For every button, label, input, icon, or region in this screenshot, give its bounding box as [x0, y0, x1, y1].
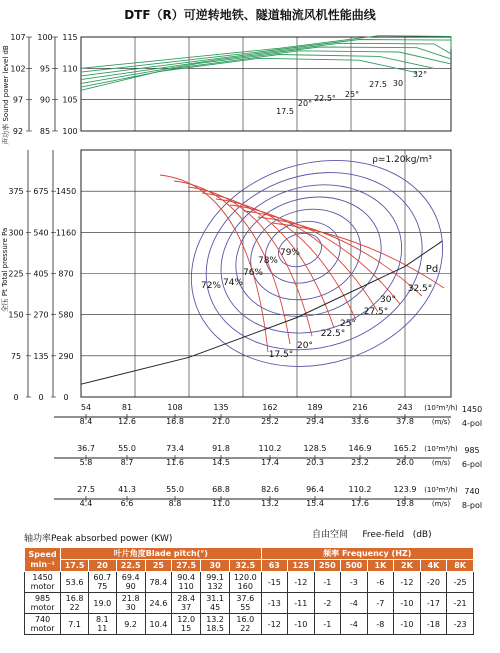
- freq-col-header: 1K: [367, 560, 394, 572]
- free-field-cn: 自由空间: [312, 530, 349, 540]
- power-line: 132: [207, 582, 223, 591]
- pressure-blade-label: 20°: [297, 341, 313, 351]
- pitch-col-header: 17.5: [61, 560, 89, 572]
- sound-tick-inner: 100: [62, 127, 78, 136]
- scale-value: 20.3: [306, 458, 324, 467]
- blade-pitch-curve: [216, 199, 356, 320]
- scale-value: 29.4: [306, 417, 324, 426]
- sound-correction-cell: -4: [341, 593, 368, 614]
- power-cell: [172, 614, 201, 635]
- sound-power-chart: [1, 33, 451, 145]
- power-line: 19.0: [93, 598, 112, 608]
- sound-correction-cell: -4: [341, 614, 368, 635]
- power-line: 69.4: [121, 573, 140, 582]
- pitch-col-header: 22.5: [116, 560, 145, 572]
- sound-correction-cell: -10: [394, 593, 421, 614]
- power-cell: [116, 593, 145, 614]
- power-cell: [145, 593, 172, 614]
- pressure-blade-label: 32.5°: [407, 284, 433, 294]
- power-line: 60.7: [93, 573, 112, 582]
- sound-tick-outer: 92: [12, 127, 24, 136]
- pressure-tick-inner: 580: [58, 310, 74, 320]
- scale-value: 55.0: [118, 444, 136, 453]
- power-line: 22: [69, 603, 80, 612]
- pressure-tick-outer: 225: [8, 269, 24, 279]
- scale-value: 19.8: [396, 499, 414, 508]
- scale-value: 5.8: [79, 458, 93, 467]
- pitch-header: 叶片角度Blade pitch(°): [61, 548, 261, 560]
- sound-correction-cell: -21: [447, 593, 474, 614]
- scale-value: 81: [121, 403, 133, 412]
- pressure-tick-inner: 1160: [55, 228, 77, 238]
- efficiency-label: 72%: [200, 281, 222, 291]
- power-line: 15: [181, 624, 192, 633]
- scale-unit: (m/s): [431, 500, 451, 508]
- pressure-blade-label: 17.5°: [268, 350, 294, 360]
- power-cell: [201, 614, 230, 635]
- flow-scales: [54, 403, 482, 510]
- sound-correction-cell: -18: [420, 614, 447, 635]
- speed-cell: [25, 572, 61, 593]
- power-line: 45: [210, 603, 221, 612]
- scale-value: 15.4: [306, 499, 324, 508]
- power-cell: [201, 572, 230, 593]
- scale-value: 123.9: [393, 485, 417, 494]
- chart-title: DTF（R）可逆转地铁、隧道轴流风机性能曲线: [124, 8, 376, 22]
- sound-correction-cell: -2: [314, 593, 341, 614]
- pressure-blade-label: 30°: [380, 295, 396, 305]
- scale-value: 68.8: [212, 485, 230, 494]
- sound-correction-cell: -23: [447, 614, 474, 635]
- efficiency-label: 76%: [242, 268, 264, 278]
- sound-tick-outer: 102: [10, 64, 26, 74]
- power-line: 110: [178, 582, 194, 591]
- power-cell: [88, 614, 116, 635]
- pressure-tick-middle: 135: [33, 351, 49, 361]
- scale-value: 162: [262, 403, 278, 412]
- scale-value: 8.7: [120, 458, 134, 467]
- table-row: [25, 614, 474, 635]
- freq-col-header: 4K: [420, 560, 447, 572]
- scale-value: 243: [397, 403, 413, 412]
- scale-value: 25.2: [261, 417, 279, 426]
- power-cell: [145, 572, 172, 593]
- power-line: 28.4: [177, 594, 196, 603]
- sound-correction-cell: -10: [288, 614, 315, 635]
- scale-value: 165.2: [393, 444, 417, 453]
- scale-value: 82.6: [261, 485, 279, 494]
- scale-value: 17.6: [351, 499, 369, 508]
- power-line: 90.4: [177, 573, 196, 582]
- sound-correction-cell: -20: [420, 572, 447, 593]
- scale-unit: (m/s): [431, 459, 451, 467]
- sound-blade-label: 17.5: [276, 107, 294, 116]
- power-line: 22: [240, 624, 251, 633]
- pressure-tick-outer: 375: [8, 187, 24, 197]
- power-line: 16.8: [65, 594, 84, 603]
- sound-blade-label: 20°: [297, 99, 313, 108]
- scale-value: 12.6: [118, 417, 136, 426]
- pressure-tick-middle: 540: [33, 228, 49, 238]
- freq-col-header: 125: [288, 560, 315, 572]
- power-line: 9.2: [124, 619, 138, 629]
- sound-correction-cell: -10: [394, 614, 421, 635]
- pressure-tick-middle: 405: [33, 269, 49, 279]
- scale-value: 146.9: [348, 444, 372, 453]
- scale-value: 135: [213, 403, 229, 412]
- power-line: 11: [97, 624, 108, 633]
- scale-value: 4.4: [79, 499, 93, 508]
- freq-col-header: 500: [341, 560, 368, 572]
- pitch-col-header: 30: [201, 560, 230, 572]
- pressure-tick-inner: 0: [63, 393, 69, 402]
- efficiency-contour: [164, 129, 469, 398]
- sound-tick-middle: 95: [39, 64, 51, 74]
- pressure-tick-middle: 270: [33, 310, 49, 320]
- power-line: 16.0: [236, 615, 255, 624]
- sound-tick-middle: 100: [37, 33, 53, 42]
- scale-pole: 4-pol: [461, 419, 483, 428]
- power-line: 53.6: [65, 577, 84, 587]
- free-field-en: Free-field: [362, 530, 405, 540]
- pressure-tick-inner: 1450: [55, 187, 77, 197]
- power-line: 75: [97, 582, 108, 591]
- power-cell: [230, 593, 261, 614]
- scale-pole: 8-pol: [461, 501, 483, 510]
- speed-line: 1450: [32, 573, 53, 582]
- sound-tick-inner: 105: [62, 95, 78, 105]
- scale-value: 41.3: [118, 485, 136, 494]
- scale-unit: (10³m³/h): [424, 404, 458, 412]
- power-cell: [116, 614, 145, 635]
- table-row: [25, 593, 474, 614]
- speed-header-line: Speed: [28, 549, 57, 559]
- pd-label: Pd: [425, 264, 439, 275]
- power-line: 78.4: [149, 577, 168, 587]
- density-annotation: ρ=1.20kg/m³: [372, 155, 432, 165]
- scale-value: 37.8: [396, 417, 414, 426]
- pressure-tick-inner: 290: [58, 351, 74, 361]
- pressure-tick-middle: 675: [33, 187, 49, 197]
- power-cell: [116, 572, 145, 593]
- pressure-tick-outer: 0: [13, 393, 19, 402]
- power-line: 160: [237, 582, 253, 591]
- sound-blade-label: 32°: [412, 70, 428, 79]
- sound-blade-label: 27.5: [369, 80, 387, 89]
- scale-pole: 1450: [461, 405, 483, 414]
- power-cell: [201, 593, 230, 614]
- scale-unit: (m/s): [431, 418, 451, 426]
- sound-correction-cell: -6: [367, 572, 394, 593]
- power-line: 55: [240, 603, 251, 612]
- pressure-chart: [0, 129, 470, 402]
- sound-correction-cell: -7: [367, 593, 394, 614]
- table-row: [25, 572, 474, 593]
- speed-line: motor: [30, 582, 55, 591]
- sound-correction-cell: -12: [394, 572, 421, 593]
- power-cell: [61, 614, 89, 635]
- scale-value: 108: [167, 403, 183, 412]
- sound-tick-outer: 107: [10, 33, 26, 42]
- scale-value: 96.4: [306, 485, 324, 494]
- power-cell: [145, 614, 172, 635]
- sound-correction-cell: -1: [314, 614, 341, 635]
- speed-cell: [25, 614, 61, 635]
- scale-value: 73.4: [166, 444, 184, 453]
- power-sound-table: [24, 547, 474, 635]
- blade-pitch-curve: [188, 187, 312, 336]
- freq-col-header: 2K: [394, 560, 421, 572]
- pressure-blade-label: 22.5°: [320, 329, 346, 339]
- freq-col-header: 63: [261, 560, 288, 572]
- sound-correction-cell: -25: [447, 572, 474, 593]
- power-line: 13.2: [206, 615, 224, 624]
- power-line: 10.4: [149, 619, 168, 629]
- sound-correction-cell: -1: [314, 572, 341, 593]
- scale-value: 21.0: [212, 417, 230, 426]
- scale-value: 14.5: [212, 458, 230, 467]
- efficiency-label: 79%: [279, 248, 301, 258]
- pitch-col-header: 27.5: [172, 560, 201, 572]
- free-field-label: [312, 527, 432, 540]
- pitch-col-header: 25: [145, 560, 172, 572]
- sound-correction-cell: -11: [288, 593, 315, 614]
- power-line: 18.5: [206, 624, 224, 633]
- scale-pole: 985: [464, 446, 480, 455]
- power-line: 12.0: [177, 615, 196, 624]
- power-line: 24.6: [149, 598, 168, 608]
- sound-blade-label: 22.5°: [314, 94, 336, 103]
- scale-value: 36.7: [77, 444, 95, 453]
- scale-value: 110.2: [258, 444, 282, 453]
- power-cell: [88, 593, 116, 614]
- power-cell: [61, 593, 89, 614]
- scale-value: 11.0: [212, 499, 230, 508]
- sound-correction-cell: -13: [261, 593, 288, 614]
- power-line: 30: [125, 603, 136, 612]
- power-line: 99.1: [206, 573, 224, 582]
- speed-line: 985: [34, 594, 51, 603]
- power-caption: 轴功率Peak absorbed power (KW): [24, 534, 173, 544]
- sound-tick-middle: 85: [39, 127, 51, 136]
- pressure-blade-label: 25°: [340, 319, 356, 329]
- scale-value: 23.2: [351, 458, 369, 467]
- scale-value: 8.8: [168, 499, 182, 508]
- pressure-tick-inner: 870: [58, 269, 74, 279]
- speed-cell: [25, 593, 61, 614]
- scale-pole: 740: [464, 487, 480, 496]
- scale-value: 8.4: [79, 417, 93, 426]
- power-cell: [172, 593, 201, 614]
- scale-value: 55.0: [166, 485, 184, 494]
- power-line: 90: [125, 582, 136, 591]
- blade-pitch-curve: [160, 175, 268, 352]
- scale-value: 216: [352, 403, 368, 412]
- sound-correction-cell: -8: [367, 614, 394, 635]
- sound-correction-cell: -12: [261, 614, 288, 635]
- scale-value: 13.2: [261, 499, 279, 508]
- free-field-unit: (dB): [412, 530, 432, 540]
- pressure-tick-outer: 75: [10, 351, 22, 361]
- efficiency-label: 78%: [257, 256, 279, 266]
- power-line: 120.0: [233, 573, 257, 582]
- scale-value: 54: [80, 403, 92, 412]
- scale-value: 110.2: [348, 485, 372, 494]
- scale-value: 11.6: [166, 458, 184, 467]
- power-line: 37.6: [236, 594, 255, 603]
- scale-value: 189: [307, 403, 323, 412]
- pressure-tick-outer: 300: [8, 228, 24, 238]
- scale-value: 17.4: [261, 458, 279, 467]
- scale-value: 16.8: [166, 417, 184, 426]
- scale-value: 33.6: [351, 417, 369, 426]
- speed-header-line: min⁻¹: [30, 559, 55, 569]
- pressure-blade-label: 27.5°: [363, 307, 389, 317]
- sound-correction-cell: -15: [261, 572, 288, 593]
- sound-blade-label: 30: [392, 79, 404, 88]
- frequency-header: 频率 Frequency (HZ): [261, 548, 473, 560]
- sound-blade-label: 25°: [344, 90, 360, 99]
- pressure-tick-middle: 0: [38, 393, 44, 402]
- power-line: 21.8: [121, 594, 140, 603]
- scale-value: 91.8: [212, 444, 230, 453]
- sound-tick-inner: 110: [62, 64, 78, 74]
- sound-tick-middle: 90: [39, 95, 51, 105]
- sound-ylabel: 声功率 Sound power level dB: [2, 45, 10, 145]
- speed-line: motor: [30, 624, 55, 633]
- freq-col-header: 250: [314, 560, 341, 572]
- pitch-col-header: 20: [88, 560, 116, 572]
- power-cell: [61, 572, 89, 593]
- scale-value: 27.5: [77, 485, 95, 494]
- speed-line: motor: [30, 603, 55, 612]
- power-cell: [88, 572, 116, 593]
- power-cell: [230, 572, 261, 593]
- pitch-col-header: 32.5: [230, 560, 261, 572]
- sound-correction-cell: -3: [341, 572, 368, 593]
- freq-col-header: 8K: [447, 560, 474, 572]
- power-line: 7.1: [68, 619, 81, 629]
- sound-correction-cell: -17: [420, 593, 447, 614]
- scale-pole: 6-pol: [461, 460, 483, 469]
- power-line: 37: [181, 603, 192, 612]
- pressure-ylabel: 全压 Pt Total pressure Pa: [1, 227, 9, 313]
- pressure-tick-outer: 150: [8, 310, 24, 320]
- power-cell: [230, 614, 261, 635]
- speed-line: 740: [34, 615, 51, 624]
- sound-tick-inner: 115: [62, 33, 78, 42]
- power-line: 31.1: [206, 594, 224, 603]
- scale-unit: (10³m³/h): [424, 486, 458, 494]
- scale-unit: (10³m³/h): [424, 445, 458, 453]
- scale-value: 128.5: [303, 444, 327, 453]
- sound-correction-cell: -12: [288, 572, 315, 593]
- scale-value: 6.6: [120, 499, 134, 508]
- efficiency-label: 74%: [222, 278, 244, 288]
- sound-tick-outer: 97: [12, 95, 24, 105]
- power-cell: [172, 572, 201, 593]
- speed-header: [25, 548, 61, 572]
- power-line: 8.1: [95, 615, 109, 624]
- scale-value: 26.0: [396, 458, 414, 467]
